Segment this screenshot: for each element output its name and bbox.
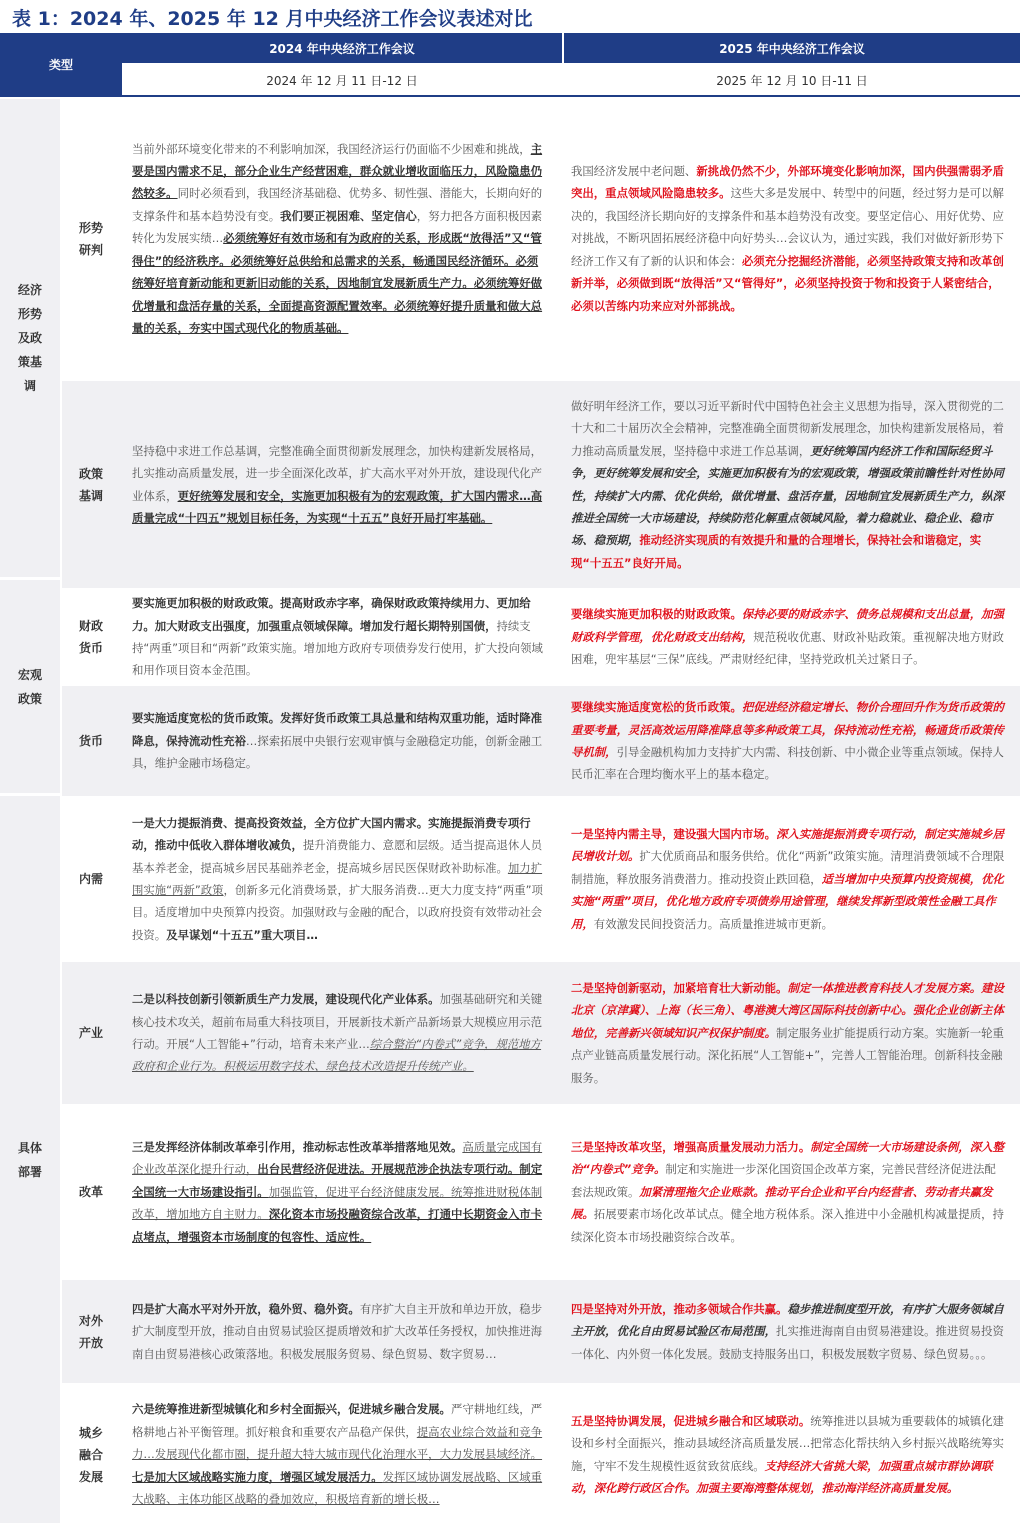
text-segment: 二是以科技创新引领新质生产力发展，建设现代化产业体系。 <box>132 992 440 1007</box>
text-segment: 同时必须看到，我国经济基础稳、优势多、韧性强、潜能大，长期向好的支撑条件和基本趋势没有变。 <box>132 186 543 223</box>
header-2025: 2025 年中央经济工作会议 <box>564 33 1020 63</box>
category-economic-situation: 经济形势及政策基调 <box>0 99 60 577</box>
cell-2024 <box>132 593 546 681</box>
text-segment: 制定服务业扩能提质行动方案。实施新一轮重点产业链高质量发展行动。深化拓展“人工智能+”，完善人工智能治理。创新科技金融服务。 <box>571 1025 1004 1085</box>
text-segment: 适当增加中央预算内投资规模，优化实施“两重”项目，优化地方政府专项债券用途管理，继续发挥新型政策性金融工具作用， <box>571 871 1004 931</box>
cell-2025 <box>571 964 1007 1102</box>
cell-2024 <box>132 101 546 376</box>
text-segment: 更好统筹发展和安全，实施更加积极有为的宏观政策，扩大国内需求…高质量完成“十四五”规划目标任务，为实现“十五五”良好开局打牢基础。 <box>132 488 543 525</box>
text-segment: 制定一体推进教育科技人才发展方案。建设北京（京津冀）、上海（长三角）、粤港澳大湾区国际科技创新中心。强化企业创新主体地位，完善新兴领域知识产权保护制度。 <box>571 980 1004 1040</box>
text-segment: 一是大力提振消费、提高投资效益，全方位扩大国内需求。实施提振消费专项行动，推动中低收入群体增收减负， <box>132 815 531 853</box>
text-segment: 一是坚持内需主导，建设强大国内市场。 <box>571 826 777 841</box>
cell-2025 <box>571 1388 1007 1521</box>
cell-2025 <box>571 1109 1007 1275</box>
text-segment: 坚持稳中求进工作总基调，完整准确全面贯彻新发展理念，加快构建新发展格局，扎实推动高质量发展，进一步全面深化改革，扩大高水平对外开放，建设现代化产业体系， <box>132 443 543 503</box>
text-segment: 六是统筹推进新型城镇化和乡村全面振兴，促进城乡融合发展。 <box>132 1402 451 1417</box>
text-segment: 深入实施提振消费专项行动，制定实施城乡居民增收计划。 <box>571 826 1004 864</box>
text-segment: 要继续实施更加积极的财政政策。 <box>571 607 742 622</box>
row-subcategory <box>62 1280 120 1383</box>
text-segment: 要实施适度宽松的货币政策。发挥好货币政策工具总量和结构双重功能，适时降准降息，保持流动性充裕 <box>132 711 543 748</box>
text-segment: 五是坚持协调发展，促进城乡融合和区域联动。 <box>571 1413 811 1428</box>
text-segment: 持续支持“两重”项目和“两新”政策实施。增加地方政府专项债券发行使用，扩大投向领域和用作项目资本金范围。 <box>132 618 543 678</box>
text-segment: 提高农业综合效益和竞争力…发展现代化都市圈，提升超大特大城市现代化治理水平，大力发展县域经济。 <box>132 1424 543 1462</box>
text-segment: 七是加大区域战略实施力度，增强区域发展活力。 <box>132 1469 383 1484</box>
text-segment: 提升消费能力、意愿和层级。适当提高退休人员基本养老金，提高城乡居民基础养老金，提高城乡居民医保财政补助标准。 <box>132 838 543 875</box>
row-subcategory-label: 形势研判 <box>78 220 103 257</box>
table-title: 表 1：2024 年、2025 年 12 月中央经济工作会议表述对比 <box>12 8 533 30</box>
row-subcategory-label: 财政货币 <box>78 619 103 655</box>
text-segment: …探索拓展中央银行宏观审慎与金融稳定功能，创新金融工具，维护金融市场稳定。 <box>132 733 543 771</box>
cell-2024 <box>132 964 546 1102</box>
row-subcategory <box>62 1386 120 1523</box>
text-segment: 高质量完成国有企业改革深化提升行动， <box>132 1139 543 1177</box>
text-segment: 发挥区域协调发展战略、区域重大战略、主体功能区战略的叠加效应，积极培育新的增长极… <box>132 1469 543 1507</box>
text-segment: 深化资本市场投融资综合改革，打通中长期资金入市卡点堵点，增强资本市场制度的包容性、适应性。 <box>132 1207 543 1244</box>
text-segment: 规范税收优惠、财政补贴政策。重视解决地方财政困难，兜牢基层“三保”底线。严肃财经纪律，坚持党政机关过紧日子。 <box>571 629 1004 667</box>
row-subcategory-label: 产业 <box>78 1026 103 1040</box>
text-segment: 统筹推进以县城为重要载体的城镇化建设和乡村全面振兴，推动县域经济高质量发展…把常态化帮扶纳入乡村振兴战略统筹实施，守牢不发生规模性返贫致贫底线。 <box>571 1413 1004 1473</box>
text-segment: 新挑战仍然不少，外部环境变化影响加深，国内供强需弱矛盾突出，重点领域风险隐患较多。 <box>571 164 1004 201</box>
text-segment: 制定和实施进一步深化国资国企改革方案，完善民营经济促进法配套法规政策。 <box>571 1162 996 1199</box>
cell-2025 <box>571 1282 1007 1381</box>
text-segment: 三是坚持改革攻坚，增强高质量发展动力活力。 <box>571 1139 811 1154</box>
header-date-2024: 2024 年 12 月 11 日-12 日 <box>122 66 562 94</box>
text-segment: 二是坚持创新驱动，加紧培育壮大新动能。 <box>571 980 788 995</box>
text-segment: 必须统筹好有效市场和有为政府的关系，形成既“放得活”又“管得住”的经济秩序。必须统筹好总供给和总需求的关系，畅通国民经济循环。必须统筹好培育新动能和更新旧动能的关系，因地制宜发展新质生产力。必须统筹好做优增量和盘活存量的关系，全面提高资源配置效率。必须统筹好提升质量和做大总量的关系，夯实中国式现代化的物质基础。 <box>132 231 543 335</box>
row-subcategory <box>62 799 120 959</box>
text-segment: 加强监管，促进平台经济健康发展。统筹推进财税体制改革，增加地方自主财力。 <box>132 1184 543 1222</box>
cell-2025 <box>571 688 1007 794</box>
text-segment: 我国经济发展中老问题、 <box>571 164 697 179</box>
text-segment: 推动经济实现质的有效提升和量的合理增长，保持社会和谐稳定，实现“十五五”良好开局。 <box>571 533 982 570</box>
text-segment: 扎实推进海南自由贸易港建设。推进贸易投资一体化、内外贸一体化发展。鼓励支持服务出口，积极发展数字贸易、绿色贸易。。。 <box>571 1324 1004 1361</box>
cell-2024 <box>132 1388 546 1521</box>
text-segment: 及早谋划“十五五”重大项目… <box>166 927 318 942</box>
cell-2024 <box>132 1109 546 1275</box>
row-subcategory <box>62 1107 120 1277</box>
text-segment: 有效激发民间投资活力。高质量推进城市更新。 <box>593 916 834 931</box>
text-segment: 四是坚持对外开放，推动多领域合作共赢。 <box>571 1301 788 1316</box>
row-subcategory-label: 改革 <box>78 1185 103 1199</box>
text-segment: ，创新多元化消费场景，扩大服务消费…更大力度支持“两重”项目。适度增加中央预算内投资。加强财政与金融的配合，以政府投资有效带动社会投资。 <box>132 883 543 942</box>
cell-2024 <box>132 801 546 957</box>
row-subcategory-label: 对外开放 <box>78 1313 103 1350</box>
text-segment: 综合整治“内卷式”竞争，规范地方政府和企业行为。积极运用数字技术、绿色技术改造提升传统产业。 <box>132 1037 542 1074</box>
text-segment: 必须充分挖掘经济潜能，必须坚持政策支持和改革创新并举，必须做到既“放得活”又“管得好”，必须坚持投资于物和投资于人紧密结合，必须以苦练内功来应对外部挑战。 <box>571 253 1004 313</box>
text-segment: 扩大优质商品和服务供给。优化“两新”政策实施。清理消费领域不合理限制措施，释放服务消费潜力。推动投资止跌回稳， <box>571 849 1005 886</box>
text-segment: 四是扩大高水平对外开放，稳外贸、稳外资。 <box>132 1301 360 1316</box>
text-segment: 有序扩大自主开放和单边开放，稳步扩大制度型开放，推动自由贸易试验区提质增效和扩大改革任务授权，加快推进海南自由贸易港核心政策落地。积极发展服务贸易、绿色贸易、数字贸易… <box>132 1301 543 1361</box>
text-segment: ，努力把各方面积极因素转化为发展实绩… <box>132 208 543 246</box>
header-date-2025: 2025 年 12 月 10 日-11 日 <box>564 66 1020 94</box>
text-segment: 严守耕地红线，严格耕地占补平衡管理。抓好粮食和重要农产品稳产保供， <box>132 1402 543 1439</box>
row-subcategory <box>62 381 120 588</box>
row-subcategory <box>62 591 120 683</box>
cell-2024 <box>132 383 546 586</box>
cell-2025 <box>571 383 1007 586</box>
text-segment: 要继续实施适度宽松的货币政策。 <box>571 700 742 715</box>
row-subcategory-label: 政策基调 <box>78 466 103 503</box>
header-2024: 2024 年中央经济工作会议 <box>122 33 562 63</box>
text-segment: 加紧清理拖欠企业账款。推动平台企业和平台内经营者、劳动者共赢发展。 <box>571 1184 993 1222</box>
text-segment: 这些大多是发展中、转型中的问题，经过努力是可以解决的，我国经济长期向好的支撑条件和基本趋势没有改变。要坚定信心、用好优势、应对挑战，不断巩固拓展经济稳中向好势头…会议认为，通过实践，我们对做好新形势下经济工作又有了新的认识和体会： <box>571 186 1004 268</box>
text-segment: 三是发挥经济体制改革牵引作用，推动标志性改革举措落地见效。 <box>132 1139 463 1154</box>
category-specific-deployment: 具体部署 <box>0 796 60 1523</box>
text-segment: 拓展要素市场化改革试点。健全地方税体系。深入推进中小金融机构减量提质，持续深化资本市场投融资综合改革。 <box>571 1207 1004 1244</box>
text-segment: 制定全国统一大市场建设条例，深入整治“内卷式”竞争。 <box>571 1139 1004 1177</box>
cell-2024 <box>132 688 546 794</box>
text-segment: 当前外部环境变化带来的不利影响加深，我国经济运行仍面临不少困难和挑战， <box>132 141 531 156</box>
row-subcategory <box>62 962 120 1104</box>
cell-2025 <box>571 101 1007 376</box>
text-segment: 引导金融机构加力支持扩大内需、科技创新、中小微企业等重点领域。保持人民币汇率在合理均衡水平上的基本稳定。 <box>571 745 1004 782</box>
row-subcategory-label: 货币 <box>78 734 103 748</box>
row-subcategory-label: 内需 <box>78 872 103 886</box>
text-segment: 把促进经济稳定增长、物价合理回升作为货币政策的重要考量，灵活高效运用降准降息等多种政策工具，保持流动性充裕，畅通货币政策传导机制， <box>571 700 1004 759</box>
text-segment: 加强基础研究和关键核心技术攻关，超前布局重大科技项目，开展新技术新产品新场景大规模应用示范行动。开展“人工智能+”行动，培育未来产业… <box>132 992 543 1051</box>
text-segment: 更好统筹国内经济工作和国际经贸斗争，更好统筹发展和安全，实施更加积极有为的宏观政策，增强政策前瞻性针对性协同性，持续扩大内需、优化供给，做优增量、盘活存量，因地制宜发展新质生产力，纵深推进全国统一大市场建设，持续防范化解重点领域风险，着力稳就业、稳企业、稳市场、稳预期， <box>571 443 1004 548</box>
text-segment: 加力扩围实施“两新”政策 <box>132 860 543 897</box>
row-subcategory <box>62 686 120 796</box>
text-segment: 出台民营经济促进法。开展规范涉企执法专项行动。制定全国统一大市场建设指引。 <box>132 1162 543 1199</box>
row-subcategory-label: 城乡融合发展 <box>78 1425 103 1484</box>
row-subcategory <box>62 99 120 378</box>
cell-2024 <box>132 1282 546 1381</box>
text-segment: 保持必要的财政赤字、债务总规模和支出总量，加强财政科学管理，优化财政支出结构， <box>571 607 1004 644</box>
header-divider <box>0 95 1020 97</box>
text-segment: 要实施更加积极的财政政策。提高财政赤字率，确保财政政策持续用力、更加给力。加大财政支出强度，加强重点领域保障。增加发行超长期特别国债， <box>132 596 531 633</box>
text-segment: 支持经济大省挑大梁，加强重点城市群协调联动，深化跨行政区合作。加强主要海湾整体规划，推动海洋经济高质量发展。 <box>571 1458 993 1495</box>
category-macro-policy: 宏观政策 <box>0 580 60 793</box>
header-type: 类型 <box>0 33 122 96</box>
text-segment: 我们要正视困难、坚定信心 <box>280 208 417 223</box>
text-segment: 主要是国内需求不足，部分企业生产经营困难，群众就业增收面临压力，风险隐患仍然较多。 <box>132 141 543 201</box>
cell-2025 <box>571 801 1007 957</box>
cell-2025 <box>571 593 1007 681</box>
text-segment: 稳步推进制度型开放，有序扩大服务领域自主开放，优化自由贸易试验区布局范围， <box>571 1301 1004 1339</box>
text-segment: 做好明年经济工作，要以习近平新时代中国特色社会主义思想为指导，深入贯彻党的二十大和二十届历次全会精神，完整准确全面贯彻新发展理念，加快构建新发展格局，着力推动高质量发展，坚持稳中求进工作总基调， <box>571 398 1004 458</box>
